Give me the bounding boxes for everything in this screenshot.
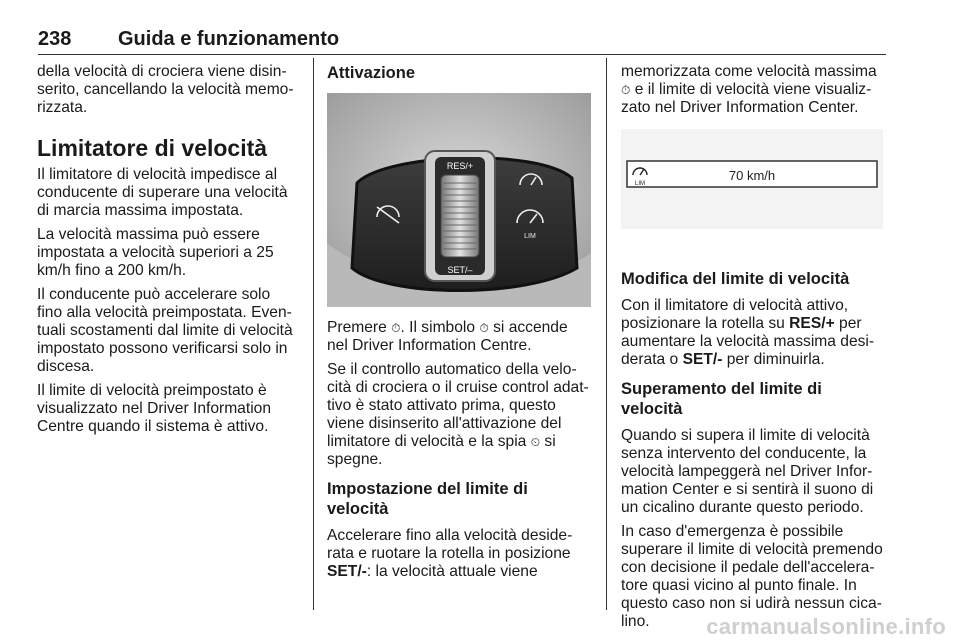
paragraph: In caso d'emergenza è possibile superare il limite di velocità premendo con decisione il pedale dell'acceleratore quasi vicino al punto finale. In questo caso non si udirà nessun cicalino.: [621, 523, 883, 630]
column-3: [621, 63, 887, 637]
lim-label: LIM: [524, 233, 536, 240]
paragraph: Il limitatore di velocità impedisce al conducente di superare una velocità di marcia massima impostata.: [37, 166, 288, 219]
column-divider: [313, 58, 314, 610]
page-header: [38, 28, 886, 55]
paragraph: Il limite di velocità preimpostato è visualizzato nel Driver Information Centre quando il sistema è attivo.: [37, 382, 271, 435]
speed-limiter-heading: Limitatore di velocità: [37, 135, 268, 161]
intro-paragraph: della velocità di crociera viene disinserito, cancellando la velocità memorizzata.: [37, 63, 294, 116]
driver-information-display-image: [621, 129, 883, 229]
speed-limiter-icon: ⏱: [621, 83, 631, 97]
speed-value: 70 km/h: [728, 168, 776, 183]
column-divider: [606, 58, 607, 610]
paragraph: La velocità massima può essere impostata a velocità superiori a 25 km/h fino a 200 km/h.: [37, 226, 274, 279]
page-number: 238: [38, 28, 72, 50]
setting-limit-heading: Impostazione del limite di velocità: [327, 480, 528, 518]
paragraph: Premere ⏱. Il simbolo ⏱ si accende nel Driver Information Centre.: [327, 319, 568, 354]
exceed-limit-heading: Superamento del limite di velocità: [621, 380, 822, 418]
set-label: SET/–: [447, 265, 473, 275]
lim-label: LIM: [634, 181, 646, 187]
cruise-control-icon: ⏲: [530, 435, 541, 449]
paragraph: Con il limitatore di velocità attivo, posizionare la rotella su RES/+ per aumentare la velocità massima desiderata o SET/- per diminuirla.: [621, 297, 875, 368]
paragraph: Quando si supera il limite di velocità senza intervento del conducente, la velocità lampeggerà nel Driver Information Center e si sentirà il suono di un cicalino durante questo periodo.: [621, 427, 874, 516]
paragraph: Se il controllo automatico della velocità di crociera o il cruise control adattivo è stato attivato prima, questo viene disinserito all'attivazione del limitatore di velocità e la spia ⏲ si spegne.: [327, 361, 589, 468]
paragraph: Accelerare fino alla velocità desiderata e ruotare la rotella in posizione SET/-: la velocità attuale viene: [327, 527, 573, 580]
modify-limit-heading: Modifica del limite di velocità: [621, 270, 850, 288]
paragraph: memorizzata come velocità massima ⏱ e il limite di velocità viene visualizzato nel Driver Information Center.: [621, 63, 877, 116]
section-title: Guida e funzionamento: [118, 28, 340, 50]
res-label: RES/+: [446, 161, 474, 171]
watermark: carmanualsonline.info: [706, 614, 946, 639]
paragraph: Il conducente può accelerare solo fino alla velocità preimpostata. Eventuali scostamenti dal limite di velocità impostato possono verificarsi solo in discesa.: [37, 286, 293, 375]
column-1: [37, 63, 299, 442]
steering-wheel-controls-image: [327, 93, 591, 307]
activation-heading: Attivazione: [327, 64, 416, 82]
column-2: [327, 63, 591, 587]
speed-limiter-icon: ⏱: [391, 321, 401, 335]
speed-limiter-icon: ⏱: [479, 321, 489, 335]
